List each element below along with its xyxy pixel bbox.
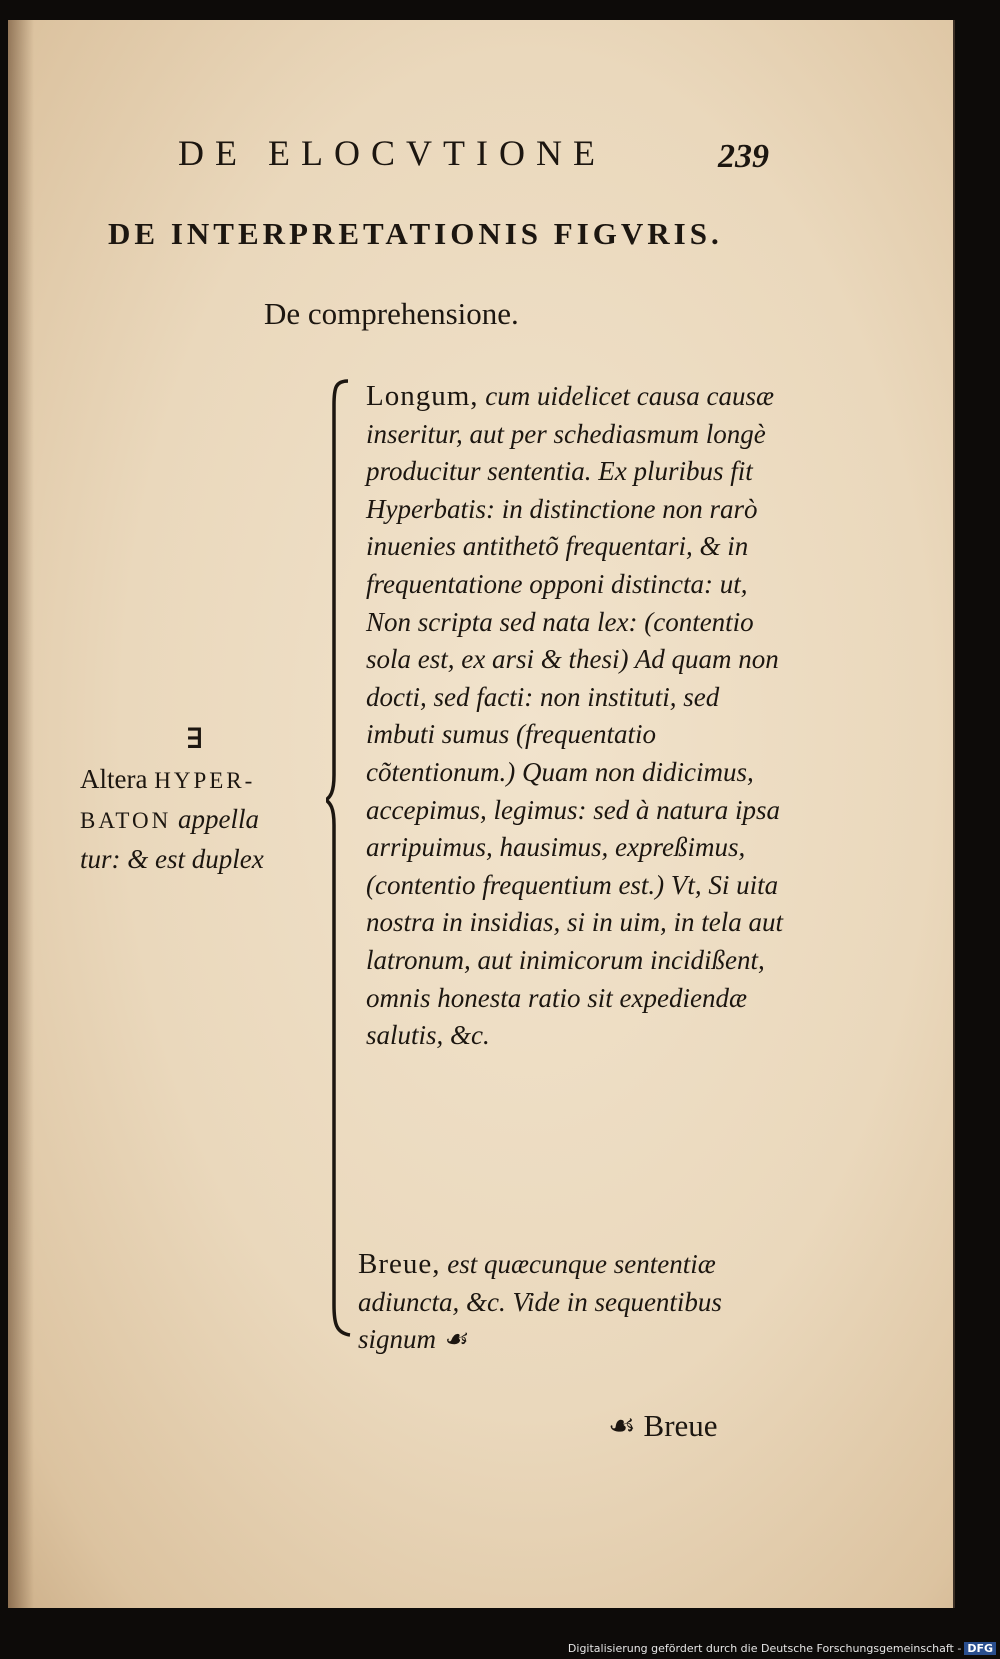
entry-breue: [358, 1246, 788, 1359]
catchword: ☙ Breue: [608, 1408, 718, 1443]
sidenote-word: tur: & est duplex: [80, 844, 264, 874]
section-title: DE INTERPRETATIONIS FIGVRIS.: [108, 216, 723, 251]
entry-text: cum uidelicet causa causæ inseritur, aut per schediasmum longè producitur sententia. Ex pluribus fit Hyperbatis: in distinctione non rarò inuenies antithetõ frequentari, & in frequentatione opponi distincta: ut, Non scripta sed nata lex: (contentio sola est, ex arsi & thesi) Ad quam non docti, sed facti: non instituti, sed imbuti sumus (frequentatio cõtentionum.) Quam non didicimus, accepimus, legimus: sed à natura ipsa arripuimus, hausimus, expreßimus, (contentio frequentium est.) Vt, Si uita nostra in insidias, si in uim, in tela aut latronum, aut inimicorum incidißent, omnis honesta ratio sit expediendæ salutis, &c.: [366, 381, 784, 1051]
page-number: 239: [718, 138, 769, 175]
page-spine-shadow: [8, 20, 34, 1608]
book-page: [8, 20, 955, 1608]
sidenote-word: Altera: [80, 764, 148, 794]
curly-brace: [326, 375, 356, 1345]
running-head: DE ELOCVTIONE: [178, 133, 606, 173]
footer-text: Digitalisierung gefördert durch die Deutsche Forschungsgemeinschaft -: [567, 1642, 962, 1655]
sidenote: [80, 760, 335, 878]
sidenote-word: appella: [178, 804, 260, 834]
sidenote-caps: BATON: [80, 808, 172, 833]
entry-lead: Longum,: [366, 380, 479, 412]
sidenote-caps: HYPER-: [154, 768, 256, 793]
dfg-logo: DFG: [964, 1642, 996, 1655]
sidenote-mark: ∃: [186, 722, 204, 755]
entry-text: est quæcunque sententiæ adiuncta, &c. Vide in sequentibus signum ☙: [358, 1249, 722, 1355]
subtitle: De comprehensione.: [264, 296, 519, 331]
entry-lead: Breue,: [358, 1248, 441, 1280]
entry-longum: [366, 378, 786, 1055]
digitization-footer: [568, 1642, 996, 1655]
